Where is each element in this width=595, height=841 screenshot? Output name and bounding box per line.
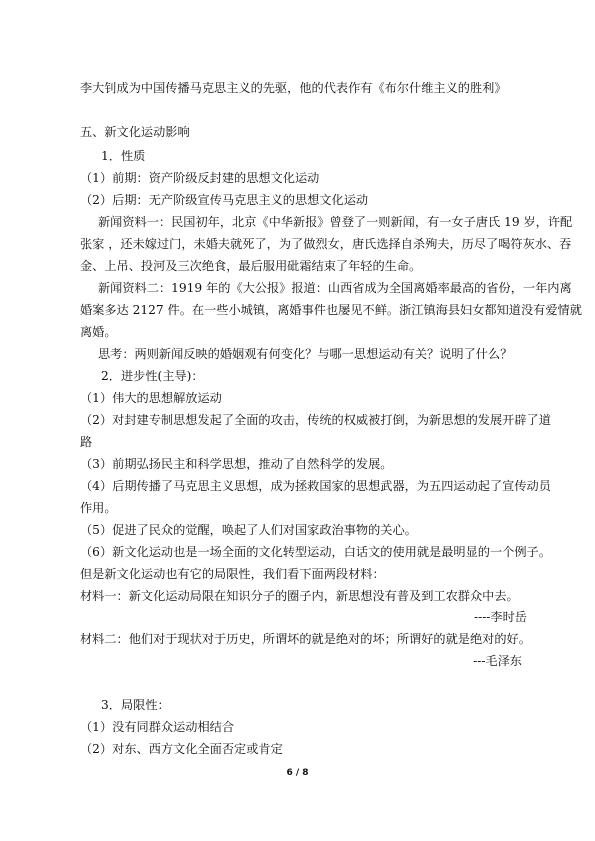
nature-item: （2）后期：无产阶级宣传马克思主义的思想文化运动 bbox=[80, 193, 369, 207]
page-number: 6 / 8 bbox=[286, 768, 309, 778]
subsection-title-nature: 1．性质 bbox=[101, 149, 146, 163]
progress-item-continuation: 路 bbox=[80, 435, 93, 449]
material2-source: ---毛泽东 bbox=[473, 654, 522, 668]
news1-line: 张家 ，还未嫁过门，未婚夫就死了，为了做烈女，唐氏选择自杀殉夫，历尽了喝符灰水、吞 bbox=[80, 237, 572, 251]
progress-item: （5）促进了民众的觉醒，唤起了人们对国家政治事物的关心。 bbox=[80, 523, 417, 537]
news2-line: 新闻资料二：1919 年的《大公报》报道：山西省成为全国离婚率最高的省份，一年内离 bbox=[98, 281, 572, 295]
material1-text: 材料一：新文化运动局限在知识分子的圈子内，新思想没有普及到工农群众中去。 bbox=[80, 589, 519, 603]
limitation-item: （1）没有同群众运动相结合 bbox=[80, 720, 235, 734]
news2-line: 离婚。 bbox=[80, 325, 117, 339]
intro-paragraph: 李大钊成为中国传播马克思主义的先驱，他的代表作有《布尔什维主义的胜利》 bbox=[80, 81, 507, 95]
transition-line: 但是新文化运动也有它的局限性，我们看下面两段材料： bbox=[80, 567, 385, 581]
material1-source: ----李时岳 bbox=[473, 610, 527, 624]
progress-item: （4）后期传播了马克思主义思想，成为拯救国家的思想武器，为五四运动起了宣传动员 bbox=[80, 479, 551, 493]
subsection-title-limitations: 3．局限性： bbox=[101, 698, 170, 712]
subsection-title-progress: 2．进步性(主导)： bbox=[101, 369, 204, 383]
question-line: 思考：两则新闻反映的婚姻观有何变化？与哪一思想运动有关？说明了什么？ bbox=[98, 347, 513, 361]
progress-item-continuation: 作用。 bbox=[80, 501, 117, 515]
nature-item: （1）前期：资产阶级反封建的思想文化运动 bbox=[80, 171, 320, 185]
progress-item: （2）对封建专制思想发起了全面的攻击，传统的权威被打倒，为新思想的发展开辟了道 bbox=[80, 413, 551, 427]
news1-line: 新闻资料一：民国初年，北京《中华新报》曾登了一则新闻，有一女子唐氏 19 岁，许配 bbox=[98, 215, 573, 229]
news1-line: 金、上吊、投河及三次绝食，最后服用砒霜结束了年轻的生命。 bbox=[80, 259, 422, 273]
progress-item: （1）伟大的思想解放运动 bbox=[80, 391, 222, 405]
progress-item: （6）新文化运动也是一场全面的文化转型运动，白话文的使用就是最明显的一个例子。 bbox=[80, 545, 551, 559]
news2-line: 婚案多达 2127 件。在一些小城镇，离婚事件也屡见不鲜。浙江镇海县妇女都知道没有爱情就 bbox=[80, 303, 582, 317]
limitation-item: （2）对东、西方文化全面否定或肯定 bbox=[80, 742, 283, 756]
section-heading: 五、新文化运动影响 bbox=[80, 125, 190, 139]
progress-item: （3）前期弘扬民主和科学思想，推动了自然科学的发展。 bbox=[80, 457, 393, 471]
material2-text: 材料二：他们对于现状对于历史，所谓坏的就是绝对的坏；所谓好的就是绝对的好。 bbox=[80, 632, 531, 646]
